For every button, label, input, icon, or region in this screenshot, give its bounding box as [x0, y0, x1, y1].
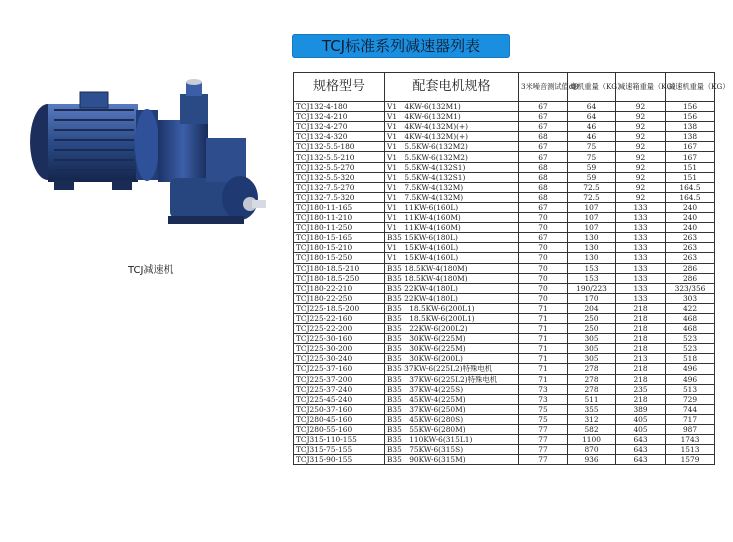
cell-total-weight: 240 — [666, 213, 715, 223]
table-row — [294, 303, 715, 313]
cell-total-weight: 263 — [666, 233, 715, 243]
cell-motor-weight: 250 — [568, 324, 616, 334]
cell-model: TCJ132-5.5-180 — [294, 142, 385, 152]
cell-motor-weight: 204 — [568, 303, 616, 313]
cell-motor-weight: 170 — [568, 293, 616, 303]
cell-total-weight: 138 — [666, 122, 715, 132]
reducer-spec-table — [293, 72, 730, 465]
cell-motor: B35 90KW-6(315M) — [385, 455, 519, 465]
cell-noise: 73 — [519, 384, 568, 394]
cell-noise: 71 — [519, 303, 568, 313]
cell-model: TCJ132-7.5-320 — [294, 192, 385, 202]
cell-noise: 70 — [519, 253, 568, 263]
cell-total-weight: 151 — [666, 172, 715, 182]
cell-total-weight: 717 — [666, 414, 715, 424]
table-row — [294, 283, 715, 293]
cell-motor-weight: 75 — [568, 152, 616, 162]
table-row — [294, 364, 715, 374]
cell-model: TCJ132-4-180 — [294, 102, 385, 112]
cell-motor-weight: 75 — [568, 142, 616, 152]
cell-box-weight: 133 — [616, 233, 666, 243]
cell-motor-weight: 64 — [568, 112, 616, 122]
header-model: 规格型号 — [294, 73, 385, 102]
cell-model: TCJ180-15-165 — [294, 233, 385, 243]
cell-motor: V1 4KW-6(132M1) — [385, 102, 519, 112]
cell-motor: V1 4KW-4(132M)(+) — [385, 122, 519, 132]
cell-motor-weight: 107 — [568, 213, 616, 223]
cell-motor: B35 18.5KW-4(180M) — [385, 273, 519, 283]
cell-model: TCJ315-90-155 — [294, 455, 385, 465]
cell-motor: B35 37KW-6(225L2)特殊电机 — [385, 374, 519, 384]
table-row — [294, 182, 715, 192]
cell-model: TCJ132-7.5-270 — [294, 182, 385, 192]
cell-box-weight: 133 — [616, 202, 666, 212]
cell-motor-weight: 582 — [568, 425, 616, 435]
cell-noise: 67 — [519, 202, 568, 212]
cell-box-weight: 92 — [616, 192, 666, 202]
table-row — [294, 233, 715, 243]
cell-box-weight: 643 — [616, 445, 666, 455]
cell-motor: V1 11KW-4(160M) — [385, 223, 519, 233]
cell-model: TCJ180-11-165 — [294, 202, 385, 212]
cell-model: TCJ180-11-210 — [294, 213, 385, 223]
cell-noise: 70 — [519, 243, 568, 253]
cell-box-weight: 133 — [616, 253, 666, 263]
image-caption: TCJ减速机 — [128, 265, 174, 276]
cell-motor: V1 5.5KW-6(132M2) — [385, 152, 519, 162]
cell-noise: 75 — [519, 414, 568, 424]
cell-total-weight: 286 — [666, 273, 715, 283]
cell-box-weight: 218 — [616, 334, 666, 344]
cell-total-weight: 518 — [666, 354, 715, 364]
cell-motor: B35 37KW-6(250M) — [385, 404, 519, 414]
cell-model: TCJ280-45-160 — [294, 414, 385, 424]
cell-model: TCJ180-18.5-250 — [294, 273, 385, 283]
cell-motor: B35 37KW-6(225L2)特殊电机 — [385, 364, 519, 374]
cell-noise: 77 — [519, 425, 568, 435]
cell-motor-weight: 59 — [568, 172, 616, 182]
table-row — [294, 425, 715, 435]
cell-motor-weight: 278 — [568, 384, 616, 394]
cell-motor: B35 18.5KW-6(200L1) — [385, 303, 519, 313]
cell-box-weight: 405 — [616, 425, 666, 435]
cell-motor: B35 75KW-6(315S) — [385, 445, 519, 455]
cell-box-weight: 133 — [616, 283, 666, 293]
table-row — [294, 445, 715, 455]
cell-motor-weight: 107 — [568, 202, 616, 212]
cell-motor-weight: 278 — [568, 374, 616, 384]
table-row — [294, 132, 715, 142]
cell-box-weight: 389 — [616, 404, 666, 414]
cell-motor: V1 4KW-4(132M)(+) — [385, 132, 519, 142]
cell-motor-weight: 1100 — [568, 435, 616, 445]
cell-noise: 70 — [519, 283, 568, 293]
cell-total-weight: 729 — [666, 394, 715, 404]
header-noise: 3米噪音测试值dB — [519, 73, 568, 102]
cell-model: TCJ225-37-240 — [294, 384, 385, 394]
cell-model: TCJ225-18.5-200 — [294, 303, 385, 313]
cell-noise: 77 — [519, 445, 568, 455]
cell-noise: 68 — [519, 172, 568, 182]
cell-model: TCJ225-37-200 — [294, 374, 385, 384]
cell-motor-weight: 130 — [568, 243, 616, 253]
cell-motor-weight: 72.5 — [568, 182, 616, 192]
cell-noise: 71 — [519, 334, 568, 344]
cell-noise: 67 — [519, 102, 568, 112]
cell-motor-weight: 107 — [568, 223, 616, 233]
cell-total-weight: 240 — [666, 223, 715, 233]
cell-box-weight: 133 — [616, 223, 666, 233]
cell-total-weight: 263 — [666, 253, 715, 263]
cell-model: TCJ225-45-240 — [294, 394, 385, 404]
cell-box-weight: 218 — [616, 303, 666, 313]
cell-noise: 68 — [519, 182, 568, 192]
cell-motor: B35 55KW-6(280M) — [385, 425, 519, 435]
cell-box-weight: 213 — [616, 354, 666, 364]
cell-total-weight: 286 — [666, 263, 715, 273]
cell-total-weight: 1743 — [666, 435, 715, 445]
cell-total-weight: 1579 — [666, 455, 715, 465]
cell-motor: B35 30KW-6(225M) — [385, 344, 519, 354]
cell-noise: 68 — [519, 192, 568, 202]
cell-motor-weight: 312 — [568, 414, 616, 424]
cell-noise: 68 — [519, 162, 568, 172]
cell-motor-weight: 190/223 — [568, 283, 616, 293]
cell-motor-weight: 64 — [568, 102, 616, 112]
cell-model: TCJ180-22-210 — [294, 283, 385, 293]
cell-box-weight: 235 — [616, 384, 666, 394]
cell-total-weight: 156 — [666, 112, 715, 122]
cell-total-weight: 513 — [666, 384, 715, 394]
cell-noise: 70 — [519, 213, 568, 223]
cell-motor: V1 7.5KW-4(132M) — [385, 182, 519, 192]
cell-model: TCJ132-5.5-270 — [294, 162, 385, 172]
cell-box-weight: 92 — [616, 182, 666, 192]
cell-motor: B35 22KW-4(180L) — [385, 293, 519, 303]
cell-motor-weight: 511 — [568, 394, 616, 404]
table-row — [294, 102, 715, 112]
cell-model: TCJ225-30-160 — [294, 334, 385, 344]
cell-total-weight: 468 — [666, 313, 715, 323]
cell-model: TCJ132-4-210 — [294, 112, 385, 122]
cell-total-weight: 240 — [666, 202, 715, 212]
cell-total-weight: 167 — [666, 142, 715, 152]
cell-motor: B35 110KW-6(315L1) — [385, 435, 519, 445]
cell-motor-weight: 250 — [568, 313, 616, 323]
cell-model: TCJ132-4-270 — [294, 122, 385, 132]
cell-noise: 71 — [519, 354, 568, 364]
page-title: TCJ标准系列减速器列表 — [292, 34, 510, 58]
table-row — [294, 202, 715, 212]
cell-motor-weight: 305 — [568, 344, 616, 354]
cell-box-weight: 218 — [616, 324, 666, 334]
cell-motor: V1 5.5KW-4(132S1) — [385, 162, 519, 172]
cell-model: TCJ132-5.5-320 — [294, 172, 385, 182]
cell-box-weight: 133 — [616, 263, 666, 273]
cell-total-weight: 987 — [666, 425, 715, 435]
cell-box-weight: 92 — [616, 142, 666, 152]
cell-noise: 70 — [519, 293, 568, 303]
cell-total-weight: 468 — [666, 324, 715, 334]
cell-noise: 71 — [519, 313, 568, 323]
cell-motor: V1 15KW-4(160L) — [385, 243, 519, 253]
cell-total-weight: 523 — [666, 344, 715, 354]
cell-total-weight: 496 — [666, 364, 715, 374]
table-row — [294, 414, 715, 424]
cell-motor: B35 22KW-6(200L2) — [385, 324, 519, 334]
cell-model: TCJ315-75-155 — [294, 445, 385, 455]
cell-total-weight: 744 — [666, 404, 715, 414]
cell-model: TCJ180-18.5-210 — [294, 263, 385, 273]
cell-noise: 75 — [519, 404, 568, 414]
table-row — [294, 324, 715, 334]
cell-motor: B35 18.5KW-6(200L1) — [385, 313, 519, 323]
table-row — [294, 455, 715, 465]
cell-motor: B35 30KW-6(200L) — [385, 354, 519, 364]
cell-total-weight: 496 — [666, 374, 715, 384]
header-total-weight: 减速机重量（KG） — [666, 73, 715, 102]
cell-model: TCJ250-37-160 — [294, 404, 385, 414]
cell-box-weight: 218 — [616, 344, 666, 354]
cell-box-weight: 92 — [616, 172, 666, 182]
cell-box-weight: 92 — [616, 122, 666, 132]
cell-box-weight: 92 — [616, 132, 666, 142]
cell-noise: 70 — [519, 273, 568, 283]
cell-noise: 77 — [519, 455, 568, 465]
table-row — [294, 112, 715, 122]
cell-motor: V1 4KW-6(132M1) — [385, 112, 519, 122]
table-row — [294, 253, 715, 263]
table-row — [294, 374, 715, 384]
cell-noise: 71 — [519, 374, 568, 384]
cell-motor-weight: 59 — [568, 162, 616, 172]
cell-total-weight: 164.5 — [666, 192, 715, 202]
cell-box-weight: 133 — [616, 273, 666, 283]
table-row — [294, 394, 715, 404]
cell-noise: 73 — [519, 394, 568, 404]
cell-motor: B35 37KW-4(225S) — [385, 384, 519, 394]
cell-motor: V1 11KW-4(160M) — [385, 213, 519, 223]
cell-total-weight: 156 — [666, 102, 715, 112]
cell-motor-weight: 130 — [568, 233, 616, 243]
cell-motor-weight: 870 — [568, 445, 616, 455]
cell-box-weight: 643 — [616, 455, 666, 465]
table-row — [294, 162, 715, 172]
cell-total-weight: 1513 — [666, 445, 715, 455]
table-row — [294, 334, 715, 344]
table-row — [294, 313, 715, 323]
cell-model: TCJ180-15-250 — [294, 253, 385, 263]
table-row — [294, 213, 715, 223]
cell-model: TCJ132-4-320 — [294, 132, 385, 142]
cell-motor: B35 15KW-6(180L) — [385, 233, 519, 243]
table-row — [294, 142, 715, 152]
cell-motor-weight: 278 — [568, 364, 616, 374]
table-row — [294, 384, 715, 394]
cell-motor: V1 5.5KW-6(132M2) — [385, 142, 519, 152]
table-row — [294, 223, 715, 233]
header-motor: 配套电机规格 — [385, 73, 519, 102]
cell-noise: 67 — [519, 142, 568, 152]
gear-motor-illustration — [20, 80, 275, 255]
reducer-motor-image — [20, 80, 275, 255]
header-motor-weight: 电机重量（KG） — [568, 73, 616, 102]
cell-model: TCJ180-15-210 — [294, 243, 385, 253]
cell-motor: B35 45KW-6(280S) — [385, 414, 519, 424]
table-body — [294, 102, 715, 465]
cell-total-weight: 167 — [666, 152, 715, 162]
table-row — [294, 192, 715, 202]
cell-motor: V1 15KW-4(160L) — [385, 253, 519, 263]
table-row — [294, 263, 715, 273]
cell-total-weight: 523 — [666, 334, 715, 344]
cell-total-weight: 303 — [666, 293, 715, 303]
cell-total-weight: 138 — [666, 132, 715, 142]
cell-motor-weight: 355 — [568, 404, 616, 414]
table-row — [294, 122, 715, 132]
cell-motor: B35 18.5KW-4(180M) — [385, 263, 519, 273]
cell-model: TCJ280-55-160 — [294, 425, 385, 435]
cell-box-weight: 218 — [616, 313, 666, 323]
cell-model: TCJ315-110-155 — [294, 435, 385, 445]
cell-total-weight: 422 — [666, 303, 715, 313]
cell-motor: V1 5.5KW-4(132S1) — [385, 172, 519, 182]
cell-motor: V1 7.5KW-4(132M) — [385, 192, 519, 202]
cell-model: TCJ225-22-200 — [294, 324, 385, 334]
cell-total-weight: 164.5 — [666, 182, 715, 192]
cell-motor: B35 45KW-4(225M) — [385, 394, 519, 404]
cell-box-weight: 133 — [616, 243, 666, 253]
cell-motor: B35 30KW-6(225M) — [385, 334, 519, 344]
cell-motor-weight: 153 — [568, 263, 616, 273]
cell-motor-weight: 305 — [568, 354, 616, 364]
table-row — [294, 293, 715, 303]
table-row — [294, 435, 715, 445]
cell-noise: 71 — [519, 324, 568, 334]
cell-model: TCJ225-30-240 — [294, 354, 385, 364]
cell-total-weight: 263 — [666, 243, 715, 253]
cell-total-weight: 151 — [666, 162, 715, 172]
cell-model: TCJ225-37-160 — [294, 364, 385, 374]
cell-motor-weight: 72.5 — [568, 192, 616, 202]
cell-box-weight: 92 — [616, 112, 666, 122]
header-box-weight: 减速箱重量（KG） — [616, 73, 666, 102]
cell-box-weight: 643 — [616, 435, 666, 445]
cell-box-weight: 133 — [616, 213, 666, 223]
cell-box-weight: 218 — [616, 374, 666, 384]
cell-motor-weight: 130 — [568, 253, 616, 263]
cell-noise: 70 — [519, 263, 568, 273]
cell-box-weight: 92 — [616, 152, 666, 162]
cell-box-weight: 92 — [616, 162, 666, 172]
cell-motor-weight: 46 — [568, 132, 616, 142]
cell-motor-weight: 153 — [568, 273, 616, 283]
cell-box-weight: 218 — [616, 394, 666, 404]
cell-noise: 70 — [519, 223, 568, 233]
cell-total-weight: 323/356 — [666, 283, 715, 293]
cell-noise: 67 — [519, 152, 568, 162]
cell-motor-weight: 46 — [568, 122, 616, 132]
cell-model: TCJ225-30-200 — [294, 344, 385, 354]
cell-noise: 67 — [519, 122, 568, 132]
cell-noise: 77 — [519, 435, 568, 445]
table-row — [294, 243, 715, 253]
cell-box-weight: 92 — [616, 102, 666, 112]
table-row — [294, 344, 715, 354]
table-row — [294, 354, 715, 364]
cell-box-weight: 218 — [616, 364, 666, 374]
cell-noise: 67 — [519, 112, 568, 122]
table-row — [294, 152, 715, 162]
table-row — [294, 172, 715, 182]
cell-model: TCJ180-22-250 — [294, 293, 385, 303]
cell-motor-weight: 936 — [568, 455, 616, 465]
cell-noise: 67 — [519, 233, 568, 243]
cell-noise: 71 — [519, 364, 568, 374]
cell-noise: 68 — [519, 132, 568, 142]
cell-model: TCJ225-22-160 — [294, 313, 385, 323]
cell-noise: 71 — [519, 344, 568, 354]
cell-motor: B35 22KW-4(180L) — [385, 283, 519, 293]
cell-box-weight: 405 — [616, 414, 666, 424]
table-row — [294, 404, 715, 414]
cell-motor-weight: 305 — [568, 334, 616, 344]
cell-box-weight: 133 — [616, 293, 666, 303]
table-row — [294, 273, 715, 283]
cell-model: TCJ180-11-250 — [294, 223, 385, 233]
table-header-row — [294, 73, 715, 102]
cell-model: TCJ132-5.5-210 — [294, 152, 385, 162]
cell-motor: V1 11KW-6(160L) — [385, 202, 519, 212]
